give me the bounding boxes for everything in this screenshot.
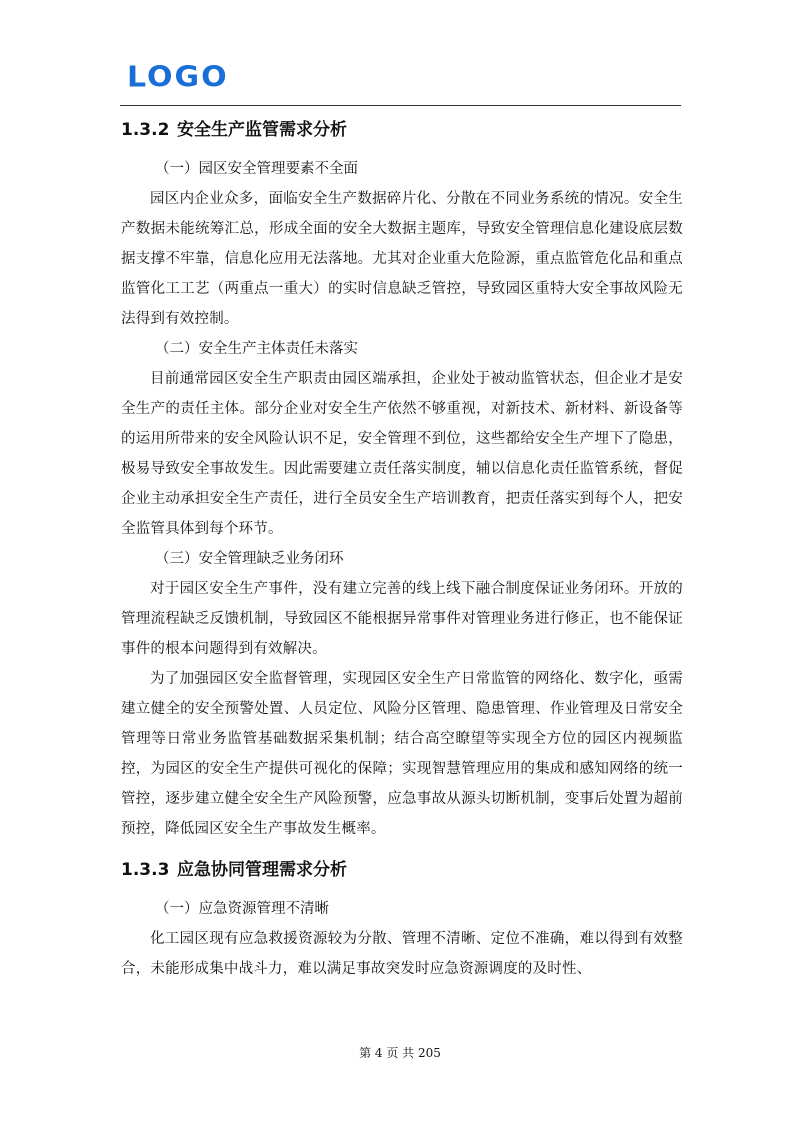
paragraph: 为了加强园区安全监督管理，实现园区安全生产日常监管的网络化、数字化，亟需建立健全的安全预警处置、人员定位、风险分区管理、隐患管理、作业管理及日常安全管理等日常业务监管基础数据采集机制；结合高空瞭望等实现全方位的园区内视频监控，为园区的安全生产提供可视化的保障；实现智慧管理应用的集成和感知网络的统一管控，逐步建立健全安全生产风险预警，应急事故从源头切断机制，变事后处置为超前预控，降低园区安全生产事故发生概率。 [121, 671, 683, 837]
section-number: 1.3.2 [121, 120, 170, 140]
subheading: （二）安全生产主体责任未落实 [155, 341, 358, 357]
paragraph: 化工园区现有应急救援资源较为分散、管理不清晰、定位不准确，难以得到有效整合，未能形成集中战斗力，难以满足事故突发时应急资源调度的及时性、 [121, 931, 683, 977]
logo: LOGO [127, 60, 229, 95]
page-footer: 第 4 页 共 205 [359, 1046, 441, 1060]
paragraph: 园区内企业众多，面临安全生产数据碎片化、分散在不同业务系统的情况。安全生产数据未能统筹汇总，形成全面的安全大数据主题库，导致安全管理信息化建设底层数据支撑不牢靠，信息化应用无法落地。尤其对企业重大危险源，重点监管危化品和重点监管化工工艺（两重点一重大）的实时信息缺乏管控，导致园区重特大安全事故风险无法得到有效控制。 [121, 191, 683, 327]
section-heading [121, 852, 683, 888]
subheading: （一）应急资源管理不清晰 [155, 901, 329, 917]
section-title: 安全生产监管需求分析 [177, 120, 347, 140]
document-body [121, 112, 683, 984]
section-number: 1.3.3 [121, 860, 170, 880]
subheading: （一）园区安全管理要素不全面 [155, 161, 358, 177]
section-heading [121, 112, 683, 148]
paragraph: 目前通常园区安全生产职责由园区端承担，企业处于被动监管状态，但企业才是安全生产的责任主体。部分企业对安全生产依然不够重视，对新技术、新材料、新设备等的运用所带来的安全风险认识不足，安全管理不到位，这些都给安全生产埋下了隐患，极易导致安全事故发生。因此需要建立责任落实制度，辅以信息化责任监管系统，督促企业主动承担安全生产责任，进行全员安全生产培训教育，把责任落实到每个人，把安全监管具体到每个环节。 [121, 371, 683, 537]
header-rule [120, 105, 681, 106]
subheading: （三）安全管理缺乏业务闭环 [155, 551, 344, 567]
section-title: 应急协同管理需求分析 [177, 860, 347, 880]
paragraph: 对于园区安全生产事件，没有建立完善的线上线下融合制度保证业务闭环。开放的管理流程缺乏反馈机制，导致园区不能根据异常事件对管理业务进行修正，也不能保证事件的根本问题得到有效解决。 [121, 581, 683, 657]
